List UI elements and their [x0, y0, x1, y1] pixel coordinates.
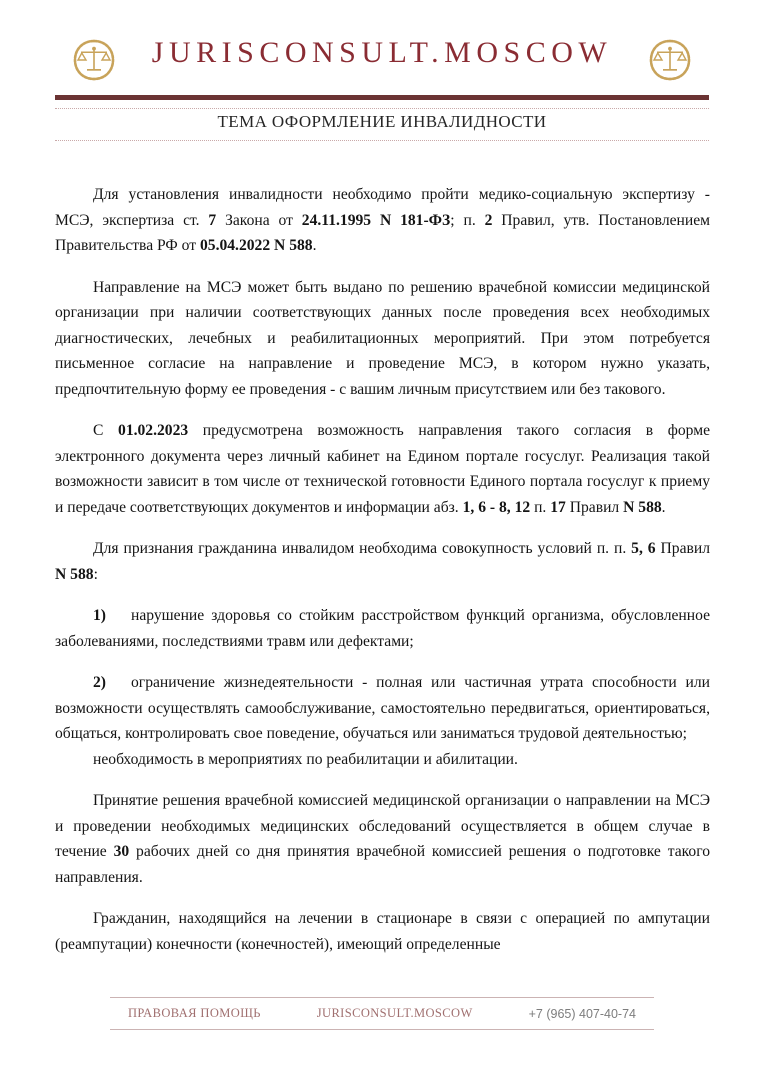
- paragraph-1: [55, 182, 710, 259]
- p1-seg-a: Для установления инвалидности необходимо пройти медико-социальную экспертизу - МСЭ, экспертиза ст.: [55, 186, 710, 229]
- document-footer: [110, 997, 654, 1030]
- p3-seg-g: Правил: [565, 498, 624, 516]
- p1-article: 7: [208, 211, 217, 229]
- brand-title: JURISCONSULT.MOSCOW: [151, 36, 613, 69]
- footer-site-name[interactable]: JURISCONSULT.MOSCOW: [316, 1006, 473, 1020]
- p5-seg-a: Принятие решения врачебной комиссией медицинской организации о направлении на МСЭ и проведении необходимых медицинских обследований осуществляется в общем случае в течение: [55, 792, 710, 860]
- footer-row: [110, 998, 654, 1029]
- document-header: [0, 0, 764, 100]
- scales-of-justice-emblem-icon: [648, 38, 692, 82]
- document-subtitle: ТЕМА ОФОРМЛЕНИЕ ИНВАЛИДНОСТИ: [217, 112, 547, 131]
- p3-seg-a: С: [93, 422, 119, 439]
- p5-seg-c: рабочих дней со дня принятия врачебной комиссией решения о подготовке такого направления.: [55, 843, 711, 886]
- document-body: [55, 182, 710, 973]
- p1-seg-g: Правил, утв. Постановлением Правительства РФ от: [55, 211, 711, 254]
- paragraph-3: [55, 418, 710, 520]
- p5-days: 30: [113, 843, 130, 860]
- p4-rules-ref: N 588: [55, 565, 94, 583]
- p3-seg-i: .: [661, 498, 666, 516]
- list-item-2-text: ограничение жизнедеятельности - полная или частичная утрата способности или возможности осуществлять самообслуживание, самостоятельно передвигаться, ориентироваться, общаться, контролировать свое поведение, обучаться или заниматься трудовой деятельностью;: [55, 674, 710, 742]
- list-item-1-marker: 1): [93, 607, 106, 624]
- list-item-2-marker: 2): [93, 674, 106, 691]
- header-divider-thick: [55, 95, 709, 100]
- footer-tagline: ПРАВОВАЯ ПОМОЩЬ: [128, 1006, 261, 1020]
- paragraph-2: Направление на МСЭ может быть выдано по решению врачебной комиссии медицинской организации при наличии соответствующих данных после проведения всех необходимых диагностических, лечебных и реабилитационных мероприятий. При этом потребуется письменное согласие на направление и проведение МСЭ, в котором нужно указать, предпочтительную форму ее проведения - с вашим личным присутствием или без такового.: [55, 278, 710, 398]
- p1-seg-i: .: [312, 237, 317, 254]
- scales-of-justice-emblem-icon: [72, 38, 116, 82]
- p3-point: 17: [550, 498, 566, 516]
- p4-seg-e: :: [93, 565, 98, 583]
- p1-seg-e: ; п.: [450, 211, 485, 229]
- subtitle-divider-bottom: [55, 140, 709, 141]
- p1-decree-ref: 05.04.2022 N 588: [199, 237, 313, 254]
- footer-divider-bottom: [110, 1029, 654, 1030]
- paragraph-4: [55, 536, 710, 587]
- list-item-1-text: нарушение здоровья со стойким расстройством функций организма, обусловленное заболеваниями, последствиями травм или дефектами;: [55, 607, 710, 650]
- p4-seg-c: Правил: [655, 540, 710, 557]
- p4-points: 5, 6: [631, 540, 656, 557]
- paragraph-5: [55, 788, 710, 890]
- p3-seg-c: предусмотрена возможность направления такого согласия в форме электронного документа через личный кабинет на Едином портале госуслуг. Реализация такой возможности зависит в том числе от технической готовности Единого портала госуслуг к приему и передаче соответствующих документов и информации абз.: [55, 422, 710, 516]
- paragraph-6: Гражданин, находящийся на лечении в стационаре в связи с операцией по ампутации (реампутации) конечности (конечностей), имеющий определенные: [55, 910, 710, 953]
- p1-law-ref: 24.11.1995 N 181-ФЗ: [301, 211, 451, 229]
- p1-point: 2: [484, 211, 493, 229]
- list-item-1: [55, 603, 710, 654]
- p4-seg-a: Для признания гражданина инвалидом необходима совокупность условий п. п.: [93, 540, 632, 557]
- p1-seg-c: Закона от: [216, 211, 302, 229]
- list-item-2: [55, 670, 710, 747]
- p3-rules-ref: N 588: [623, 498, 662, 516]
- p3-seg-e: п.: [530, 498, 551, 516]
- footer-phone[interactable]: +7 (965) 407-40-74: [528, 1006, 636, 1021]
- list-item-2-continuation: необходимость в мероприятиях по реабилитации и абилитации.: [93, 750, 518, 768]
- p3-date: 01.02.2023: [118, 422, 189, 439]
- p3-paragraphs: 1, 6 - 8, 12: [462, 498, 531, 516]
- subtitle-divider-top: [55, 108, 709, 109]
